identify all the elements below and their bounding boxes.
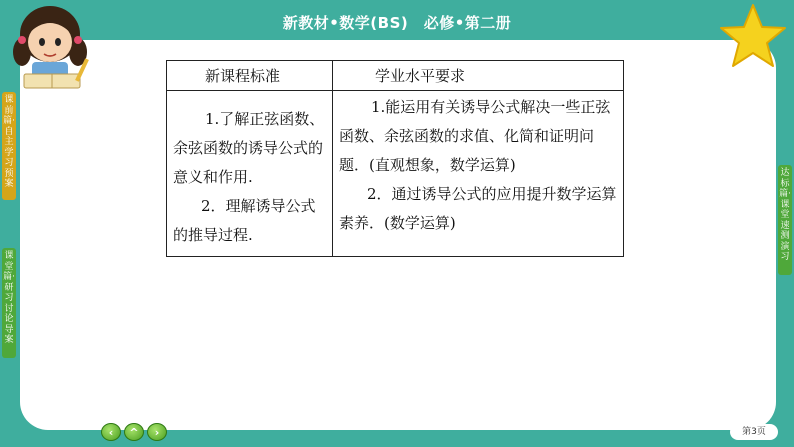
side-tab-preview[interactable]: 课前篇·自主学习预案 (2, 92, 16, 200)
requirement-item-2: 2．通过诱导公式的应用提升数学运算素养．(数学运算) (339, 185, 617, 232)
page-number: 第3页 (730, 424, 778, 440)
standard-item-2: 2．理解诱导公式的推导过程. (173, 197, 316, 244)
header-curriculum-standard: 新课程标准 (167, 61, 333, 91)
header-proficiency-requirement: 学业水平要求 (333, 61, 624, 91)
side-tab-discussion[interactable]: 课堂篇·研习讨论导案 (2, 248, 16, 358)
next-button[interactable]: › (147, 423, 167, 441)
prev-button[interactable]: ‹ (101, 423, 121, 441)
side-tab-quiz[interactable]: 达标篇·课堂速测演习 (778, 165, 792, 275)
table-row (167, 91, 624, 257)
curriculum-table (166, 60, 624, 257)
standard-item-1: 1.了解正弦函数、余弦函数的诱导公式的意义和作用. (173, 110, 325, 186)
home-button[interactable]: ^ (124, 423, 144, 441)
nav-group (101, 423, 167, 441)
requirement-item-1: 1.能运用有关诱导公式解决一些正弦函数、余弦函数的求值、化简和证明问题．(直观想象，数学运算) (339, 98, 611, 174)
girl-reading-icon (2, 0, 102, 92)
header-title: 新教材•数学(BS) 必修•第二册 (282, 14, 512, 32)
standard-cell (167, 91, 333, 257)
star-icon (718, 2, 788, 72)
requirement-cell (333, 91, 624, 257)
table-header-row (167, 61, 624, 91)
